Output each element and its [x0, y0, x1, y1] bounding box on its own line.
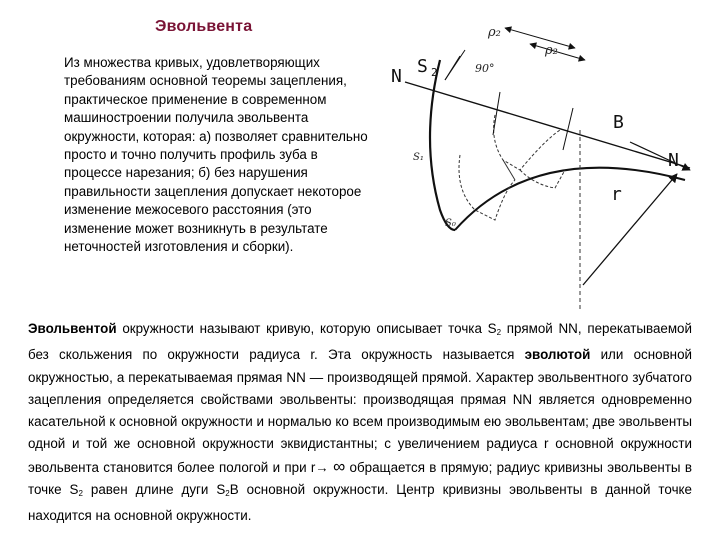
- involute-diagram: [385, 20, 705, 310]
- label-r: r: [611, 184, 622, 205]
- base-circle-arc: [455, 168, 685, 230]
- label-90: 90°: [475, 62, 495, 75]
- label-s0: S₀: [445, 218, 456, 229]
- paragraph-text-5: равен длине дуги S: [82, 482, 226, 498]
- infinity-symbol: ∞: [333, 456, 346, 476]
- label-n-bottom: N: [668, 150, 679, 171]
- label-s2-sub: 2: [431, 66, 438, 79]
- paragraph-text-2: прямой NN, перекатываемой без скольжения по окружности радиуса r. Эта окружность называется: [28, 321, 692, 363]
- generating-line-nn: [405, 82, 690, 168]
- label-s2: S: [417, 56, 428, 77]
- paragraph-text-4: обращается в прямую; радиус кривизны эвольвенты в точке S: [28, 459, 692, 498]
- term-evolute: эволютой: [524, 347, 591, 363]
- paragraph-text-1: окружности называют кривую, которую описывает точка S: [116, 321, 497, 336]
- slide-title: Эвольвента: [155, 18, 253, 35]
- paragraph-text-3: или основной окружностью, а перекатываемая прямая NN — производящей прямой. Характер эвольвентного зубчатого зацепления определяется свойствами эвольвенты: производящая прямая NN является одновременно касательной к основной окружности и нормалью ко всем производимым ею эвольвентам; две эвольвенты одной и той же основной окружности эквидистантны; с увеличением радиуса r основной окружности эвольвента становится более пологой и при r→: [28, 347, 692, 475]
- label-rho-1: ρ₂: [488, 25, 501, 40]
- subscript-2a: 2: [496, 328, 502, 337]
- label-s1: S₁: [413, 152, 424, 163]
- main-paragraph: [28, 318, 692, 528]
- subscript-2b: 2: [78, 489, 83, 499]
- intro-paragraph: Из множества кривых, удовлетворяющих требованиям основной теоремы зацепления, практическое применение в современном машиностроении получила эвольвента окружности, которая: а) позволяет сравнительно просто и точно получить профиль зуба в процессе нарезания; б) без нарушения правильности зацепления допускает некоторое изменение межосевого расстояния (это изменение может возникнуть в результате неточностей изготовления и сборки).: [64, 55, 368, 255]
- label-n-top: N: [391, 66, 402, 87]
- label-rho-2: ρ₂: [545, 43, 558, 58]
- label-b: B: [613, 112, 624, 133]
- paragraph-text-6: B основной окружности. Центр кривизны эвольвенты в данной точке находится на основной окружности.: [28, 482, 692, 524]
- term-involute: Эвольвентой: [28, 321, 117, 336]
- radius-line: [583, 174, 677, 285]
- subscript-2c: 2: [225, 489, 230, 499]
- involute-curve: [430, 60, 455, 230]
